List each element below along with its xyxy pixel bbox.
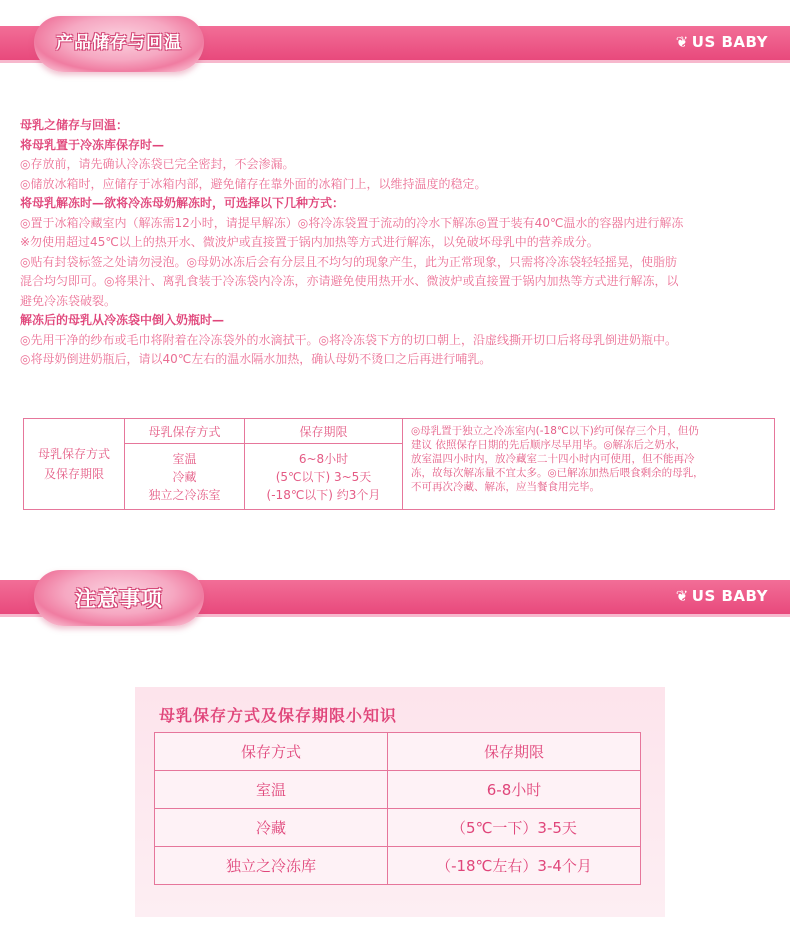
tip-line: ◎将母奶倒进奶瓶后，请以40℃左右的温水隔水加热，确认母奶不烫口之后再进行哺乳。 (20, 352, 492, 366)
method-cell: 室温 (172, 451, 197, 466)
table-row (155, 847, 641, 885)
method-cell: 室温 (155, 771, 388, 809)
note-line: 建议 依照保存日期的先后顺序尽早用毕。◎解冻后之奶水， (411, 439, 686, 451)
period-cell: (5℃以下) 3~5天 (275, 469, 372, 484)
knowledge-card (135, 687, 665, 917)
heading-freezer: 将母乳置于冷冻库保存时— (20, 137, 165, 152)
section-badge (34, 570, 204, 626)
tip-line: ◎先用干净的纱布或毛巾将附着在冷冻袋外的水滴拭干。◎将冷冻袋下方的切口朝上，沿虚线撕开切口后将母乳倒进奶瓶中。 (20, 332, 677, 347)
period-cell: 6-8小时 (388, 771, 641, 809)
row-header-line: 及保存期限 (43, 467, 104, 481)
note-line: 不可再次冷藏、解冻，应当餐食用完毕。 (411, 481, 600, 493)
tip-line: ◎贴有封袋标签之处请勿浸泡。◎母奶冰冻后会有分层且不均匀的现象产生，此为正常现象，只需将冷冻袋轻轻摇晃，使脂肪 (20, 254, 677, 269)
tip-line: ◎储放冰箱时，应储存于冰箱内部，避免储存在靠外面的冰箱门上，以维持温度的稳定。 (20, 176, 487, 191)
method-column (125, 419, 245, 509)
warning-line: ※勿使用超过45℃以上的热开水、微波炉或直接置于锅内加热等方式进行解冻，以免破坏母乳中的营养成分。 (20, 235, 599, 249)
column-header: 保存方式 (155, 733, 388, 771)
section-title: 产品储存与回温 (56, 33, 182, 53)
column-header: 保存期限 (388, 733, 641, 771)
tip-line: ◎置于冰箱冷藏室内（解冻需12小时，请提早解冻）◎将冷冻袋置于流动的冷水下解冻◎置于装有40℃温水的容器内进行解冻 (20, 215, 684, 230)
heading-storage-warming: 母乳之储存与回温： (20, 118, 129, 132)
period-column (245, 419, 403, 509)
heart-icon: ❦ (675, 33, 689, 51)
period-cell: （5℃一下）3-5天 (388, 809, 641, 847)
brand-logo (676, 587, 768, 605)
notes-cell (403, 419, 774, 509)
note-line: 冻，故每次解冻量不宜太多。◎已解冻加热后喂食剩余的母乳， (411, 467, 704, 479)
row-header-cell (24, 419, 125, 509)
section-header-storage (0, 20, 790, 68)
period-cell: （-18℃左右）3-4个月 (388, 847, 641, 885)
section-badge (34, 16, 204, 72)
heart-icon: ❦ (675, 587, 689, 605)
brand-name: US BABY (691, 587, 768, 605)
method-cell: 独立之冷冻库 (155, 847, 388, 885)
brand-name: US BABY (691, 33, 768, 51)
card-title: 母乳保存方式及保存期限小知识 (159, 706, 398, 725)
section-header-notes (0, 574, 790, 622)
tip-line: ◎存放前，请先确认冷冻袋已完全密封，不会渗漏。 (20, 157, 295, 171)
method-cell: 冷藏 (155, 809, 388, 847)
method-cell: 冷藏 (172, 469, 197, 484)
knowledge-table (154, 732, 641, 885)
table-row (155, 809, 641, 847)
tip-line: 避免冷冻袋破裂。 (20, 293, 117, 308)
heading-pouring: 解冻后的母乳从冷冻袋中倒入奶瓶时— (20, 313, 225, 327)
method-cell: 独立之冷冻室 (148, 487, 221, 502)
brand-logo (676, 33, 768, 51)
period-cell: 6~8小时 (298, 451, 349, 466)
period-cell: (-18℃以下) 约3个月 (266, 487, 381, 502)
table-row (155, 771, 641, 809)
storage-table (23, 418, 775, 510)
note-line: ◎母乳置于独立之冷冻室内(-18℃以下)约可保存三个月，但仍 (411, 425, 699, 437)
column-header: 保存期限 (245, 419, 402, 444)
column-header: 母乳保存方式 (125, 419, 244, 444)
tip-line: 混合均匀即可。◎将果汁、离乳食装于冷冻袋内冷冻，亦请避免使用热开水、微波炉或直接置于锅内加热等方式进行解冻，以 (20, 274, 679, 288)
heading-thawing: 将母乳解冻时—欲将冷冻母奶解冻时，可选择以下几种方式： (20, 196, 345, 210)
note-line: 放室温四小时内，放冷藏室二十四小时内可使用，但不能再冷 (411, 453, 695, 465)
section-title: 注意事项 (75, 587, 163, 611)
row-header-line: 母乳保存方式 (37, 447, 110, 461)
storage-instructions (20, 116, 780, 370)
table-header-row (155, 733, 641, 771)
